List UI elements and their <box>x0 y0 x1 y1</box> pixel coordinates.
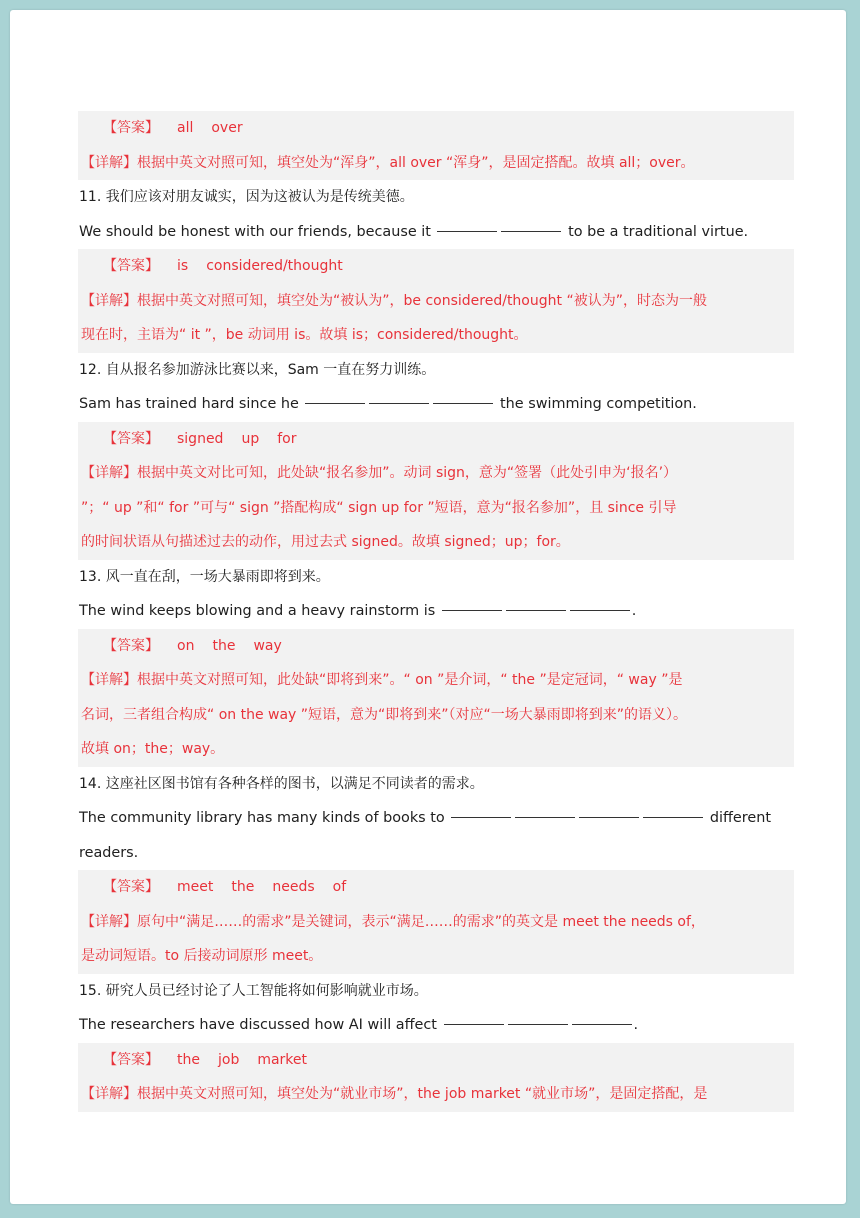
question-en-q13 <box>78 594 794 629</box>
answer-word: meet <box>177 879 214 895</box>
question-cn-q15: 15. 研究人员已经讨论了人工智能将如何影响就业市场。 <box>79 982 428 999</box>
question-en-q15 <box>78 1008 794 1043</box>
question-en-q12 <box>78 387 794 422</box>
blank <box>579 816 639 818</box>
answer-box-q10 <box>78 111 794 180</box>
answer-line <box>81 1043 791 1078</box>
answer-tag: 【答案】 <box>103 120 159 136</box>
question-en-q11 <box>78 215 794 250</box>
answer-word: over <box>211 120 243 136</box>
detail-line: 【详解】根据中英文对照可知，填空处为“就业市场”，the job market “就业市场”，是固定搭配，是 <box>81 1086 708 1102</box>
blank <box>369 402 429 404</box>
blank <box>506 609 566 611</box>
answer-tag: 【答案】 <box>103 430 159 447</box>
detail-line: 【详解】原句中“满足……的需求”是关键词，表示“满足……的需求”的英文是 meet the needs of， <box>81 913 705 930</box>
detail-line: 【详解】根据中英文对照可知，填空处为“被认为”，be considered/thought “被认为”，时态为一般 <box>81 292 707 309</box>
answer-tag: 【答案】 <box>103 637 159 654</box>
answer-word: for <box>277 430 297 447</box>
detail-line: 是动词短语。to 后接动词原形 meet。 <box>81 948 323 964</box>
blank <box>572 1023 632 1025</box>
blank <box>305 402 365 404</box>
document-content <box>78 111 794 1112</box>
sentence-end: to be a traditional virtue. <box>568 223 749 240</box>
detail-line: 的时间状语从句描述过去的动作，用过去式 signed。故填 signed；up；for。 <box>81 534 570 550</box>
answer-line <box>81 870 791 905</box>
answer-tag: 【答案】 <box>103 258 159 274</box>
answer-word: market <box>257 1051 308 1068</box>
blank <box>442 609 502 611</box>
answer-word: needs <box>272 879 315 895</box>
answer-word: all <box>177 120 194 136</box>
blank <box>643 816 703 818</box>
question-cn-q14: 14. 这座社区图书馆有各种各样的图书，以满足不同读者的需求。 <box>79 775 484 792</box>
detail-line: ”；“ up ”和“ for ”可与“ sign ”搭配构成“ sign up for ”短语，意为“报名参加”，且 since 引导 <box>81 499 677 516</box>
detail-line: 名词，三者组合构成“ on the way ”短语，意为“即将到来”（对应“一场大暴雨即将到来”的语义）。 <box>81 706 688 723</box>
blank <box>570 609 630 611</box>
answer-word: of <box>332 879 347 895</box>
question-cn-q12: 12. 自从报名参加游泳比赛以来，Sam 一直在努力训练。 <box>79 361 436 378</box>
blank <box>437 230 497 232</box>
sentence-start: The community library has many kinds of books to <box>79 810 445 826</box>
answer-box-q13 <box>78 629 794 767</box>
sentence-start: The researchers have discussed how AI will affect <box>79 1017 437 1033</box>
answer-tag: 【答案】 <box>103 1051 159 1068</box>
question-cn-q13: 13. 风一直在刮，一场大暴雨即将到来。 <box>79 568 330 585</box>
answer-word: the <box>177 1051 200 1068</box>
answer-word: up <box>241 430 260 447</box>
question-en-q14 <box>78 801 794 836</box>
answer-word: the <box>212 637 236 654</box>
detail-line: 【详解】根据中英文对照可知，填空处为“浑身”，all over “浑身”，是固定搭配。故填 all；over。 <box>81 154 695 171</box>
sentence-start: The wind keeps blowing and a heavy rainstorm is <box>79 603 436 619</box>
question-cn-q11: 11. 我们应该对朋友诚实，因为这被认为是传统美德。 <box>79 189 414 205</box>
answer-line <box>81 629 791 664</box>
answer-word: signed <box>177 430 224 447</box>
answer-word: way <box>253 637 282 654</box>
detail-line: 故填 on；the；way。 <box>81 741 225 757</box>
answer-word: job <box>217 1051 240 1068</box>
sentence-start: Sam has trained hard since he <box>79 396 299 412</box>
answer-line <box>81 111 791 146</box>
sentence-end: different <box>709 810 771 826</box>
detail-line: 【详解】根据中英文对比可知，此处缺“报名参加”。动词 sign，意为“签署（此处引申为‘报名’） <box>81 465 678 481</box>
sentence-end: . <box>631 603 637 619</box>
answer-line <box>81 249 791 284</box>
page-frame <box>10 10 846 1204</box>
answer-word: on <box>177 637 195 654</box>
detail-line: 【详解】根据中英文对照可知，此处缺“即将到来”。“ on ”是介词，“ the ”是定冠词，“ way ”是 <box>81 672 683 688</box>
answer-word: the <box>231 879 255 895</box>
question-en-q14-line2: readers. <box>79 844 139 861</box>
answer-box-q15 <box>78 1043 794 1112</box>
answer-tag: 【答案】 <box>103 879 159 895</box>
detail-line: 现在时，主语为“ it ”，be 动词用 is。故填 is；considered/thought。 <box>81 327 528 343</box>
sentence-end: . <box>633 1017 639 1033</box>
answer-line <box>81 422 791 457</box>
blank <box>501 230 561 232</box>
sentence-end: the swimming competition. <box>500 396 697 412</box>
blank <box>433 402 493 404</box>
blank <box>444 1023 504 1025</box>
answer-word: is <box>177 258 189 274</box>
blank <box>515 816 575 818</box>
answer-box-q12 <box>78 422 794 560</box>
answer-word: considered/thought <box>206 258 343 274</box>
blank <box>508 1023 568 1025</box>
sentence-start: We should be honest with our friends, because it <box>79 223 431 240</box>
answer-box-q14 <box>78 870 794 974</box>
blank <box>451 816 511 818</box>
answer-box-q11 <box>78 249 794 353</box>
